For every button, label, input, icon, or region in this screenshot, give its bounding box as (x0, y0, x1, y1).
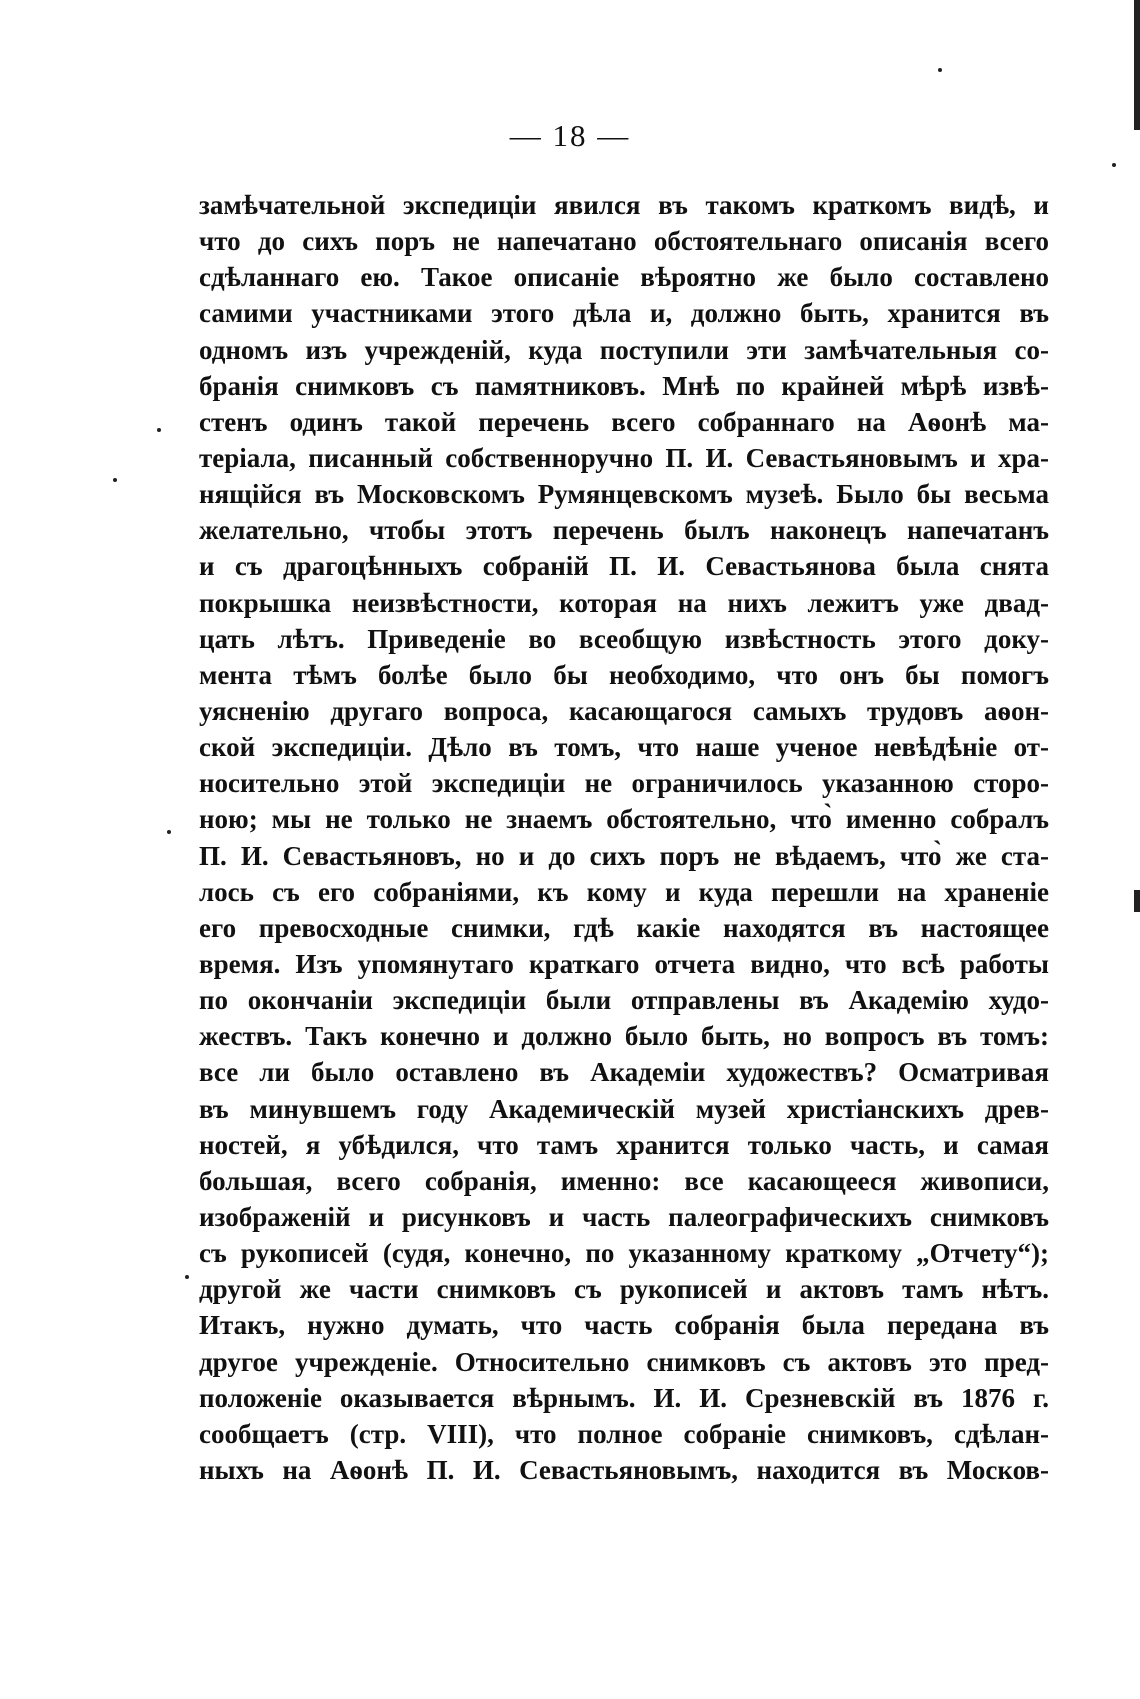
text-line: Итакъ, нужно думать, что часть собранія была передана въ (199, 1310, 1049, 1341)
text-line: уясненію другаго вопроса, касающагося самыхъ трудовъ аѳон- (199, 695, 1049, 726)
text-line: стенъ одинъ такой перечень всего собраннаго на Аѳонѣ ма- (199, 406, 1049, 437)
text-line: большая, всего собранія, именно: все касающееся живописи, (199, 1165, 1049, 1196)
scan-edge-mark (1134, 0, 1140, 130)
scan-speck (157, 428, 161, 432)
text-line: положеніе оказывается вѣрнымъ. И. И. Срезневскій въ 1876 г. (199, 1382, 1049, 1413)
text-line: самими участниками этого дѣла и, должно быть, хранится въ (199, 298, 1049, 329)
text-line: лось съ его собраніями, къ кому и куда перешли на храненіе (199, 876, 1049, 907)
text-line: изображеній и рисунковъ и часть палеографическихъ снимковъ (199, 1201, 1049, 1232)
scan-speck (167, 830, 171, 834)
text-line: П. И. Севастьяновъ, но и до сихъ поръ не вѣдаемъ, что̀ же ста- (199, 840, 1049, 871)
text-line: теріала, писанный собственноручно П. И. Севастьяновымъ и хра- (199, 442, 1049, 473)
scan-speck (1112, 163, 1116, 167)
scan-speck (113, 478, 117, 482)
text-line: другое учрежденіе. Относительно снимковъ съ актовъ это пред- (199, 1346, 1049, 1377)
text-line: нящійся въ Московскомъ Румянцевскомъ музеѣ. Было бы весьма (199, 479, 1049, 510)
scan-speck (185, 1275, 189, 1279)
text-line: съ рукописей (судя, конечно, по указанному краткому „Отчету“); (199, 1238, 1049, 1269)
scan-speck (938, 68, 942, 72)
text-line: сдѣланнаго ею. Такое описаніе вѣроятно же было составлено (199, 262, 1049, 293)
text-line: ностей, я убѣдился, что тамъ хранится только часть, и самая (199, 1129, 1049, 1160)
text-line: ныхъ на Аѳонѣ П. И. Севастьяновымъ, находится въ Москов- (199, 1454, 1049, 1485)
text-line: бранія снимковъ съ памятниковъ. Мнѣ по крайней мѣрѣ извѣ- (199, 370, 1049, 401)
text-line: ской экспедиціи. Дѣло въ томъ, что наше ученое невѣдѣніе от- (199, 732, 1049, 763)
text-line: все ли было оставлено въ Академіи художествъ? Осматривая (199, 1057, 1049, 1088)
text-line: сообщаетъ (стр. VIII), что полное собраніе снимковъ, сдѣлан- (199, 1418, 1049, 1449)
text-line: носительно этой экспедиціи не ограничилось указанною сторо- (199, 768, 1049, 799)
body-text (199, 187, 1049, 1488)
text-line: его превосходные снимки, гдѣ какіе находятся въ настоящее (199, 912, 1049, 943)
text-line: ною; мы не только не знаемъ обстоятельно, что̀ именно собралъ (199, 804, 1049, 835)
text-line: другой же части снимковъ съ рукописей и актовъ тамъ нѣтъ. (199, 1274, 1049, 1305)
text-line: что до сихъ поръ не напечатано обстоятельнаго описанія всего (199, 226, 1049, 257)
page-number: — 18 — (509, 118, 631, 153)
text-line: замѣчательной экспедиціи явился въ такомъ краткомъ видѣ, и (199, 190, 1049, 220)
text-line: въ минувшемъ году Академическій музей христіанскихъ древ- (199, 1093, 1049, 1124)
scan-edge-mark (1134, 890, 1140, 912)
text-line: по окончаніи экспедиціи были отправлены въ Академію худо- (199, 985, 1049, 1016)
text-line: время. Изъ упомянутаго краткаго отчета видно, что всѣ работы (199, 948, 1049, 979)
text-line: желательно, чтобы этотъ перечень былъ наконецъ напечатанъ (199, 515, 1049, 546)
text-line: мента тѣмъ болѣе было бы необходимо, что онъ бы помогъ (199, 659, 1049, 690)
text-line: и съ драгоцѣнныхъ собраній П. И. Севастьянова была снята (199, 551, 1049, 582)
text-line: цать лѣтъ. Приведеніе во всеобщую извѣстность этого доку- (199, 623, 1049, 654)
text-line: одномъ изъ учрежденій, куда поступили эти замѣчательныя со- (199, 334, 1049, 365)
text-line: покрышка неизвѣстности, которая на нихъ лежитъ уже двад- (199, 587, 1049, 618)
text-line: жествъ. Такъ конечно и должно было быть, но вопросъ въ томъ: (199, 1021, 1049, 1052)
